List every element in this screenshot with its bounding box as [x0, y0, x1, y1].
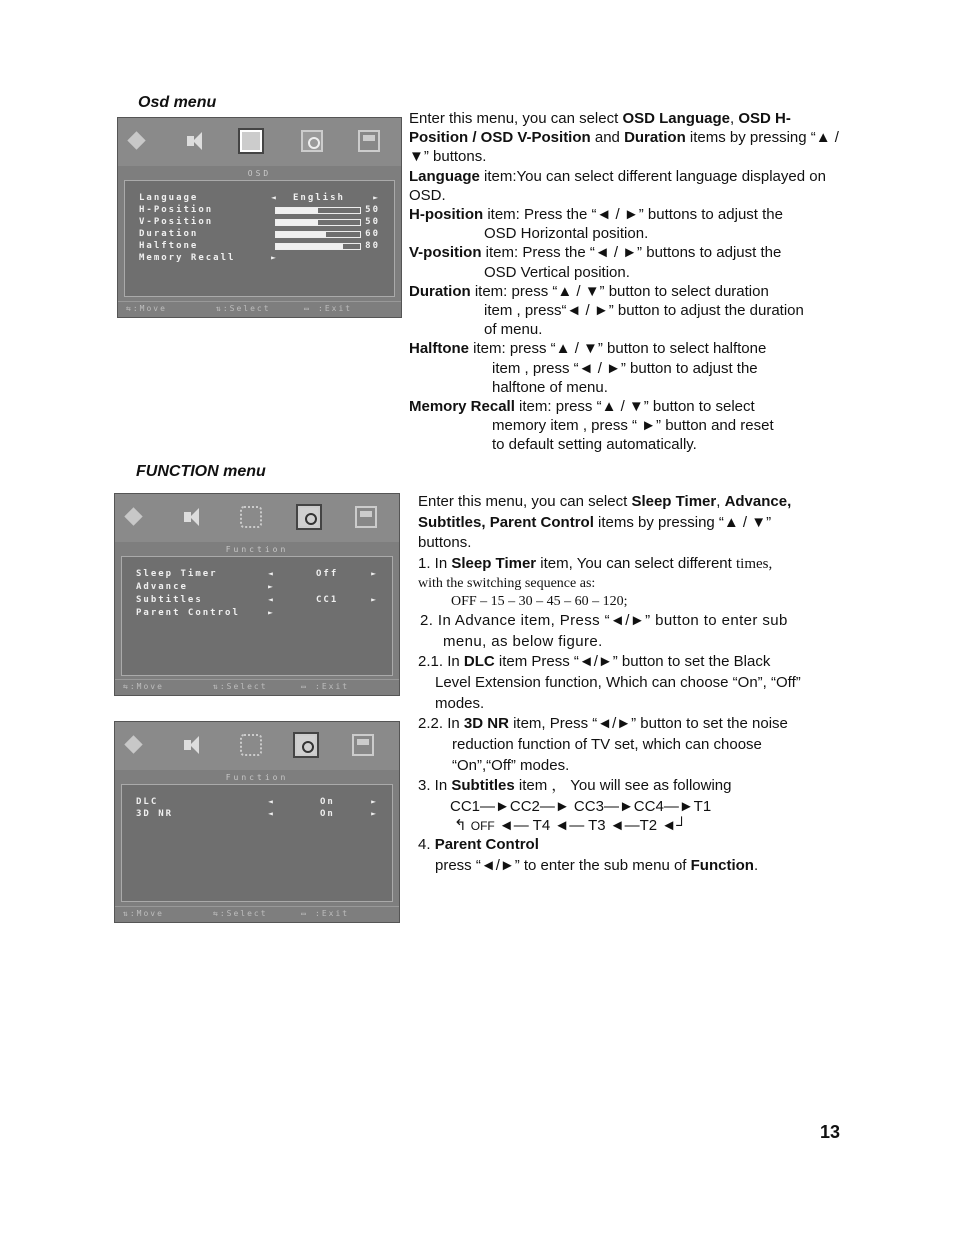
- memory-recall-desc: Memory Recall item: press “▲ / ▼” button to select: [409, 398, 755, 416]
- select-hint: ⇅:Select: [216, 304, 271, 313]
- row-label: 3D NR: [136, 809, 174, 819]
- function-intro-cont2: buttons.: [418, 534, 472, 552]
- right-arrow-icon: ►: [371, 809, 378, 818]
- right-arrow-icon: ►: [373, 193, 380, 202]
- arrow-left-icon: ◄―: [494, 817, 533, 835]
- h-position-desc-cont: OSD Horizontal position.: [484, 225, 649, 243]
- halftone-desc-cont2: halftone of menu.: [492, 378, 608, 396]
- level-fill: [276, 208, 318, 213]
- exit-hint: :Exit: [315, 682, 350, 691]
- right-arrow-icon: ►: [371, 569, 378, 578]
- menu-icons: [115, 734, 399, 760]
- picture-icon: [123, 506, 145, 528]
- picture-icon: [123, 734, 145, 756]
- cc3-label: CC3: [573, 798, 604, 816]
- move-hint: ⇆:Move: [126, 304, 167, 313]
- cc1-label: CC1: [450, 798, 481, 816]
- row-label: Halftone: [139, 241, 199, 251]
- osd-row-memory-recall: [139, 253, 380, 265]
- page-number: 13: [820, 1122, 841, 1142]
- h-position-desc: H-position item: Press the “◄ / ►” buttons to adjust the: [409, 206, 783, 224]
- row-value: Off: [316, 569, 339, 579]
- exit-hint: :Exit: [318, 304, 353, 313]
- arrow-right-icon: ―►: [603, 798, 634, 816]
- function-menu-list: [121, 556, 393, 676]
- function-row-sleep-timer: [136, 569, 378, 581]
- 3d-nr-desc-cont2: “On”,“Off” modes.: [452, 756, 570, 774]
- cc4-label: CC4: [633, 798, 664, 816]
- advance-menu-screenshot: [114, 721, 400, 923]
- row-label: Parent Control: [136, 608, 240, 618]
- memory-recall-desc-cont2: to default setting automatically.: [492, 436, 697, 454]
- select-hint: ⇅:Select: [213, 682, 268, 691]
- osd-row-halftone: [139, 241, 380, 253]
- row-value: On: [320, 809, 335, 819]
- advance-screen-title: Function: [225, 773, 289, 782]
- left-arrow-icon: ◄: [268, 595, 275, 604]
- level-bar: [275, 231, 361, 238]
- right-arrow-icon: ►: [268, 608, 275, 617]
- level-fill: [276, 220, 318, 225]
- function-intro: Enter this menu, you can select Sleep Timer, Advance,: [418, 493, 792, 510]
- function-intro-cont: Subtitles, Parent Control items by pressing “▲ / ▼”: [418, 513, 772, 531]
- save-icon: [358, 130, 380, 152]
- 3d-nr-desc-cont: reduction function of TV set, which can choose: [452, 736, 762, 754]
- sleep-timer-desc: 1. In Sleep Timer item, You can select different times,: [418, 555, 773, 573]
- memory-recall-desc-cont: memory item , press “ ►” button and reset: [492, 417, 774, 435]
- language-desc: Language item:You can select different language displayed on OSD.: [409, 167, 826, 204]
- cc2-label: CC2: [509, 798, 540, 816]
- v-position-desc-cont: OSD Vertical position.: [484, 263, 630, 281]
- advance-footer: [115, 906, 399, 921]
- level-fill: [276, 232, 326, 237]
- advance-row-dlc: [136, 797, 378, 809]
- menu-key-icon: ▭: [301, 682, 308, 691]
- arrow-return-icon: ◄┘: [657, 817, 687, 835]
- save-icon: [352, 734, 374, 756]
- function-row-advance: [136, 582, 378, 594]
- sleep-timer-desc-cont: with the switching sequence as:: [418, 575, 596, 591]
- subtitles-desc: 3. In Subtitles item ， You will see as following: [418, 777, 732, 795]
- arrow-right-icon: ―►: [480, 798, 510, 816]
- sound-icon: [184, 130, 206, 152]
- row-label: DLC: [136, 797, 159, 807]
- duration-desc-cont: item , press“◄ / ►” button to adjust the duration: [484, 302, 804, 320]
- function-menu-screenshot: [114, 493, 400, 696]
- row-label: Memory Recall: [139, 253, 236, 263]
- arrow-up-return-icon: ↰: [454, 817, 471, 835]
- function-description: [418, 492, 850, 877]
- cycle-row-forward: [450, 797, 711, 818]
- t3-label: T3: [588, 817, 606, 835]
- row-label: Advance: [136, 582, 188, 592]
- level-bar: [275, 207, 361, 214]
- function-menu-heading: FUNCTION menu: [136, 463, 266, 480]
- level-bar: [275, 219, 361, 226]
- osd-menu-heading: Osd menu: [138, 94, 217, 111]
- row-label: H-Position: [139, 205, 214, 215]
- row-value: On: [320, 797, 335, 807]
- function-footer: [115, 679, 399, 694]
- function-row-parent-control: [136, 608, 378, 620]
- dlc-desc-cont: Level Extension function, Which can choose “On”, “Off”: [435, 673, 801, 691]
- cycle-row-return: [454, 816, 687, 837]
- osd-icon: [240, 506, 262, 528]
- osd-row-duration: [139, 229, 380, 241]
- halftone-desc: Halftone item: press “▲ / ▼” button to select halftone: [409, 340, 767, 358]
- picture-icon: [126, 130, 148, 152]
- move-hint: ⇆:Move: [123, 682, 164, 691]
- 3d-nr-desc: 2.2. In 3D NR item, Press “◄/►” button to set the noise: [418, 715, 788, 733]
- sound-icon: [181, 734, 203, 756]
- osd-icon: [240, 130, 262, 152]
- arrow-right-icon: ―►: [539, 798, 570, 816]
- left-arrow-icon: ◄: [268, 797, 275, 806]
- parent-control-heading: 4. Parent Control: [418, 836, 539, 854]
- osd-footer: [118, 301, 401, 316]
- osd-intro: Enter this menu, you can select OSD Language, OSD H-Position / OSD V-Position and Duration items by pressing “▲ / ▼” buttons.: [409, 110, 839, 166]
- row-label: V-Position: [139, 217, 214, 227]
- function-icon: [298, 506, 320, 528]
- move-hint: ⇅:Move: [123, 909, 164, 918]
- advance-menu-list: [121, 784, 393, 902]
- osd-icon: [240, 734, 262, 756]
- level-number: 60: [365, 229, 380, 239]
- function-icon: [295, 734, 317, 756]
- parent-control-desc: press “◄/►” to enter the sub menu of Function.: [435, 856, 759, 874]
- duration-desc: Duration item: press “▲ / ▼” button to select duration: [409, 282, 769, 300]
- off-label: OFF: [470, 819, 495, 834]
- v-position-desc: V-position item: Press the “◄ / ►” buttons to adjust the: [409, 244, 782, 262]
- sleep-timer-sequence: OFF – 15 – 30 – 45 – 60 – 120;: [451, 593, 628, 609]
- exit-hint: :Exit: [315, 909, 350, 918]
- level-bar: [275, 243, 361, 250]
- left-arrow-icon: ◄: [268, 569, 275, 578]
- menu-key-icon: ▭: [304, 304, 311, 313]
- level-fill: [276, 244, 343, 249]
- level-number: 50: [365, 205, 380, 215]
- t4-label: T4: [532, 817, 551, 835]
- row-value: CC1: [316, 595, 339, 605]
- t1-label: T1: [693, 798, 712, 816]
- select-hint: ⇆:Select: [213, 909, 268, 918]
- row-label: Language: [139, 193, 199, 203]
- row-label: Sleep Timer: [136, 569, 218, 579]
- osd-menu-list: [124, 180, 395, 297]
- left-arrow-icon: ◄: [271, 193, 278, 202]
- function-row-subtitles: [136, 595, 378, 607]
- right-arrow-icon: ►: [371, 797, 378, 806]
- right-arrow-icon: ►: [271, 253, 278, 262]
- osd-row-h-position: [139, 205, 380, 217]
- osd-row-v-position: [139, 217, 380, 229]
- osd-screen-title: OSD: [247, 169, 272, 178]
- row-label: Subtitles: [136, 595, 203, 605]
- menu-icons: [115, 506, 399, 532]
- menu-icons: [118, 130, 401, 156]
- menu-key-icon: ▭: [301, 909, 308, 918]
- osd-row-language: [139, 193, 380, 205]
- save-icon: [355, 506, 377, 528]
- subtitle-cycle-diagram: [418, 797, 850, 835]
- row-value: English: [293, 193, 345, 203]
- duration-desc-cont2: of menu.: [484, 321, 543, 339]
- osd-menu-screenshot: [117, 117, 402, 318]
- advance-row-3d-nr: [136, 809, 378, 821]
- arrow-right-icon: ―►: [663, 798, 694, 816]
- function-screen-title: Function: [225, 545, 289, 554]
- right-arrow-icon: ►: [371, 595, 378, 604]
- arrow-left-icon: ◄―: [550, 817, 589, 835]
- osd-description: [409, 109, 849, 455]
- left-arrow-icon: ◄: [268, 809, 275, 818]
- advance-desc-cont: menu, as below figure.: [443, 632, 603, 650]
- sound-icon: [181, 506, 203, 528]
- level-number: 50: [365, 217, 380, 227]
- advance-desc: 2. In Advance item, Press “◄/►” button to enter sub: [420, 611, 788, 629]
- row-label: Duration: [139, 229, 199, 239]
- right-arrow-icon: ►: [268, 582, 275, 591]
- halftone-desc-cont: item , press “◄ / ►” button to adjust the: [492, 359, 758, 377]
- t2-label: T2: [639, 817, 658, 835]
- dlc-desc: 2.1. In DLC item Press “◄/►” button to set the Black: [418, 653, 771, 671]
- dlc-desc-cont2: modes.: [435, 694, 485, 712]
- arrow-left-icon: ◄―: [605, 817, 640, 835]
- function-icon: [301, 130, 323, 152]
- level-number: 80: [365, 241, 380, 251]
